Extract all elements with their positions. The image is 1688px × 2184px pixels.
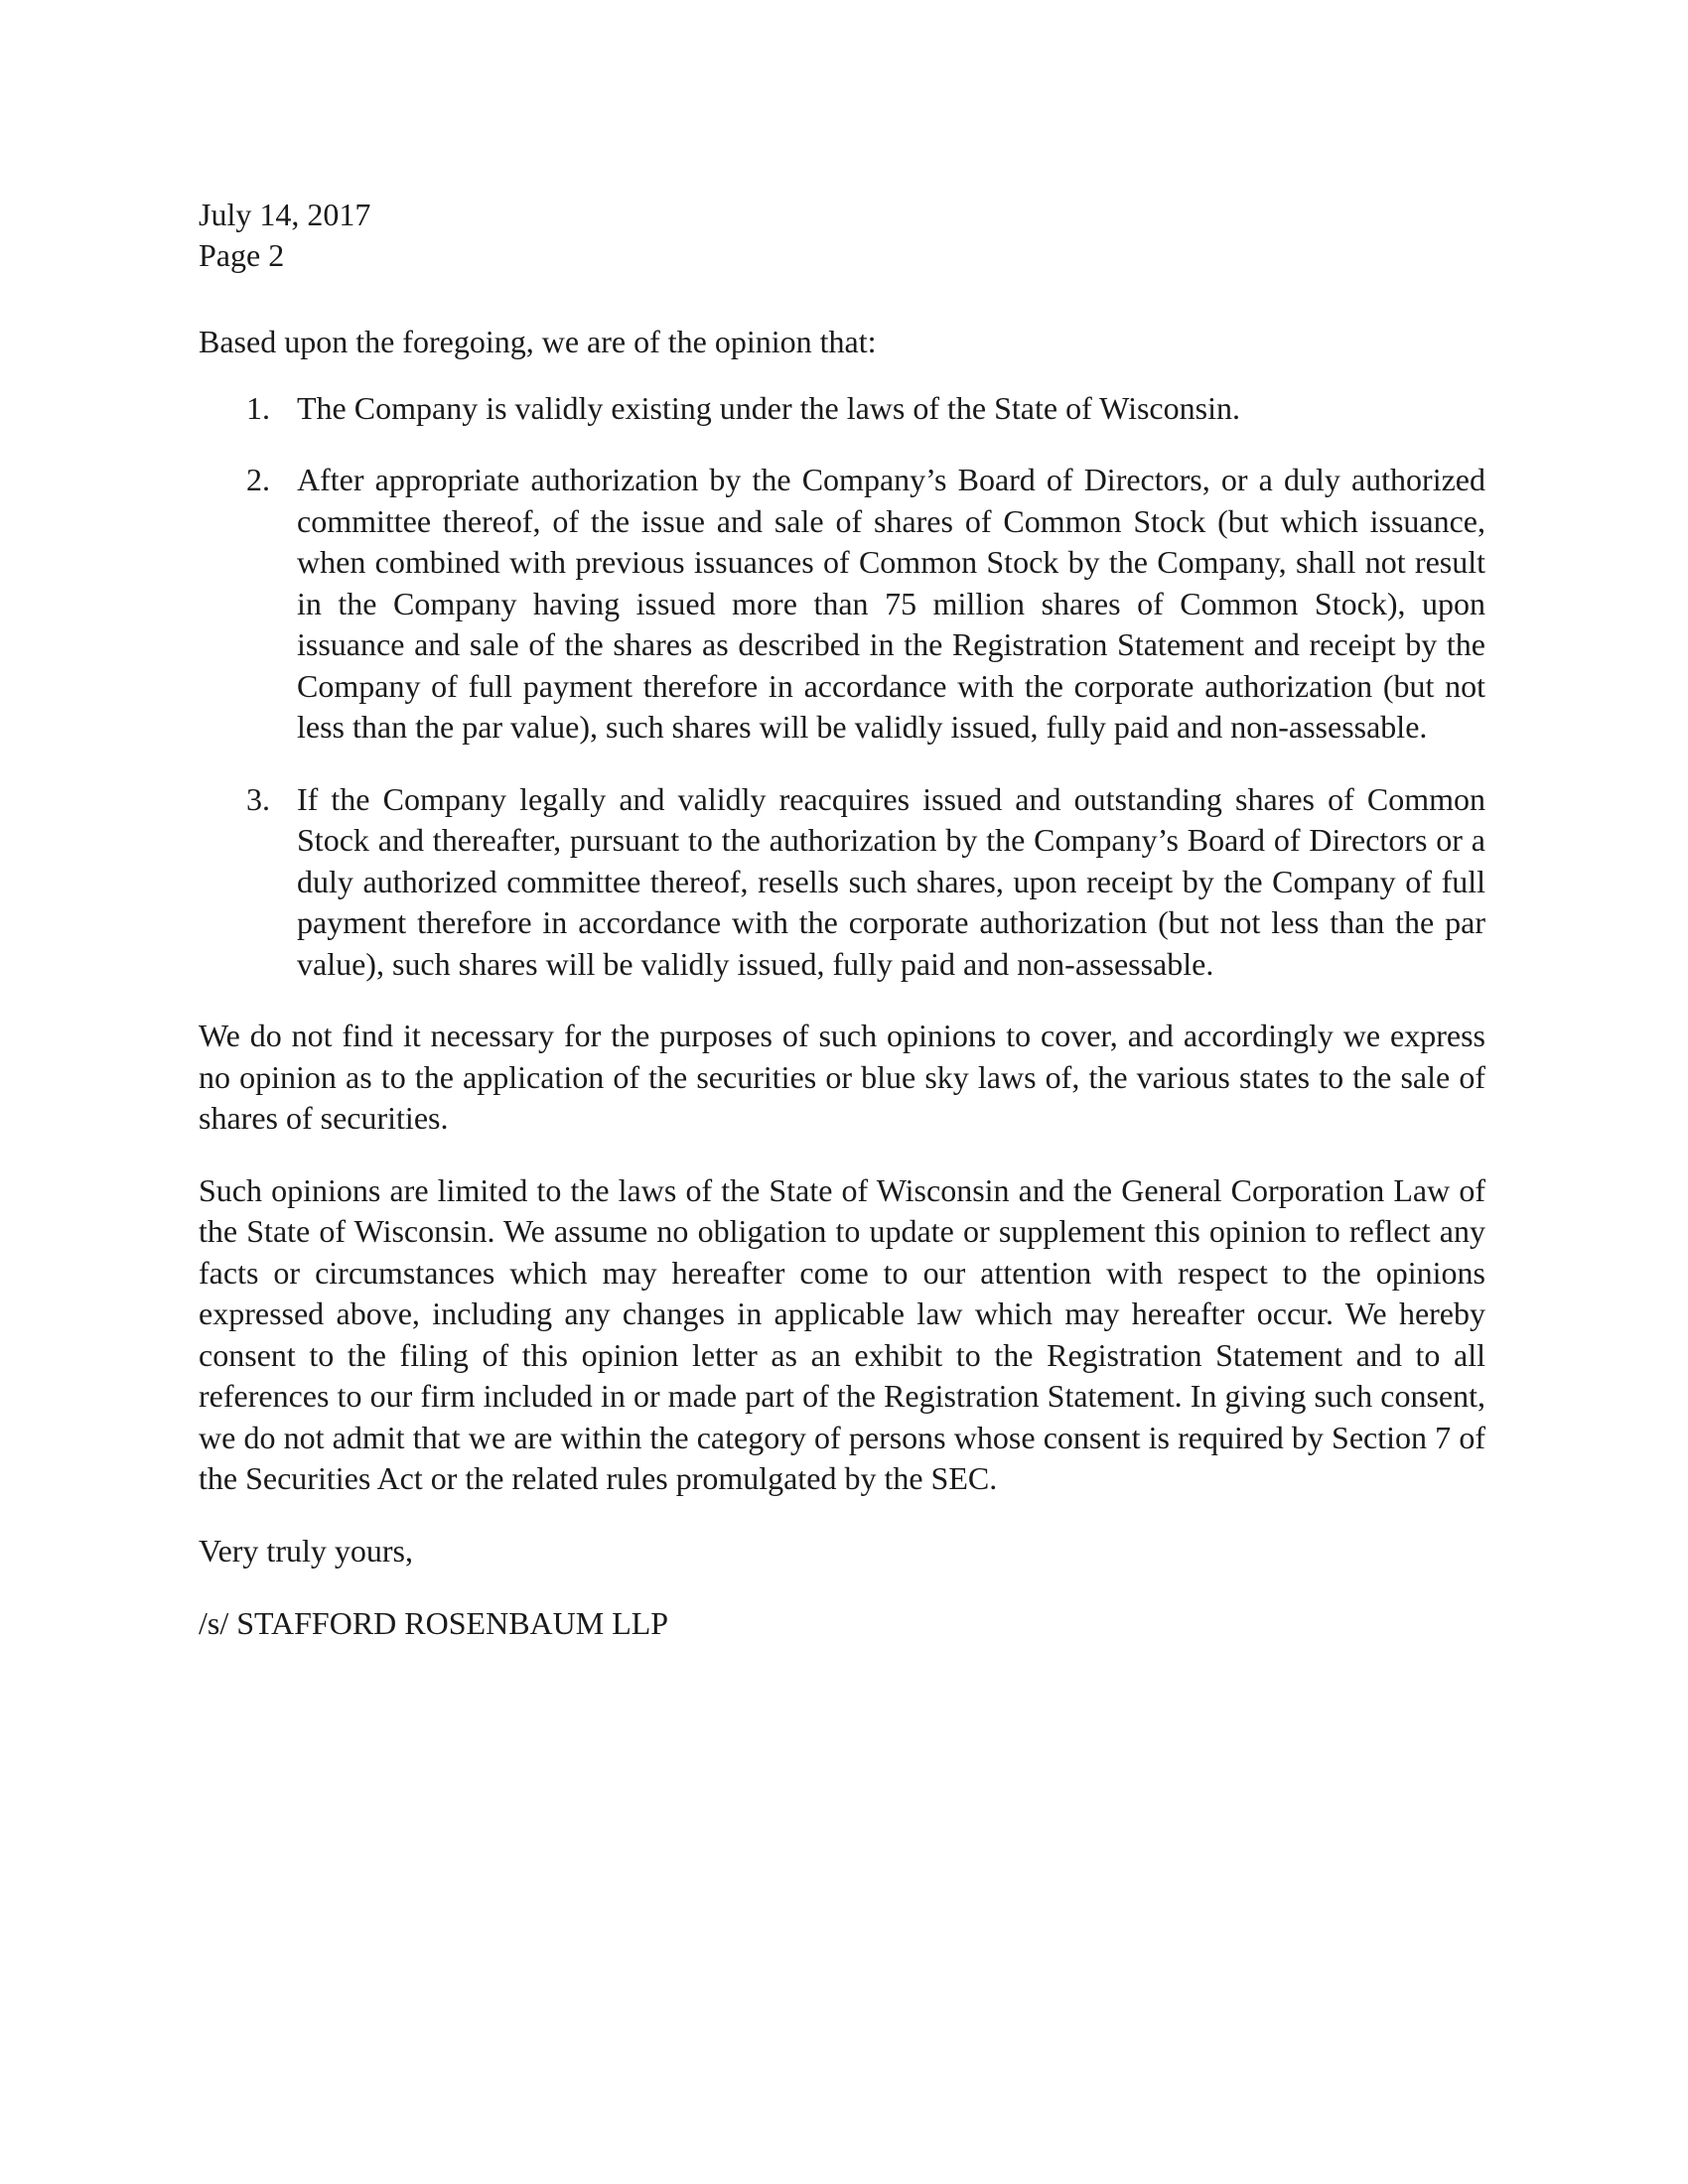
opinion-number: 1. [246,389,270,426]
opinion-item [199,779,1485,986]
paragraph-no-opinion: We do not find it necessary for the purposes of such opinions to cover, and accordingly we express no opinion as to the application of the securities or blue sky laws of, the various states to the sale of shares of securities. [199,1018,1485,1136]
letter-date: July 14, 2017 [199,197,371,232]
opinion-text: The Company is validly existing under the laws of the State of Wisconsin. [297,389,1240,426]
opinion-text: After appropriate authorization by the Company’s Board of Directors, or a duly authorized committee thereof, of the issue and sale of shares of Common Stock (but which issuance, when combined with previous issuances of Common Stock by the Company, shall not result in the Company having issued more than 75 million shares of Common Stock), upon issuance and sale of the shares as described in the Registration Statement and receipt by the Company of full payment therefore in accordance with the corporate authorization (but not less than the par value), such shares will be validly issued, fully paid and non-assessable. [297,462,1485,745]
signature-line: /s/ STAFFORD ROSENBAUM LLP [199,1605,669,1641]
page-number: Page 2 [199,237,285,273]
opinion-item [199,460,1485,749]
letter-page [199,195,1485,1677]
opinion-number: 2. [246,462,270,497]
paragraph-limitations: Such opinions are limited to the laws of the State of Wisconsin and the General Corporation Law of the State of Wisconsin. We assume no obligation to update or supplement this opinion to reflect any facts or circumstances which may hereafter come to our attention with respect to the opinions expressed above, including any changes in applicable law which may hereafter occur. We hereby consent to the filing of this opinion letter as an exhibit to the Registration Statement and to all references to our firm included in or made part of the Registration Statement. In giving such consent, we do not admit that we are within the category of persons whose consent is required by Section 7 of the Securities Act or the related rules promulgated by the SEC. [199,1171,1485,1496]
opinion-item [199,388,1485,430]
opinions-list [199,388,1485,986]
opinion-number: 3. [246,780,270,817]
closing-salutation: Very truly yours, [199,1532,413,1569]
opinion-text: If the Company legally and validly reacquires issued and outstanding shares of Common Stock and thereafter, pursuant to the authorization by the Company’s Board of Directors or a duly authorized committee thereof, resells such shares, upon receipt by the Company of full payment therefore in accordance with the corporate authorization (but not less than the par value), such shares will be validly issued, fully paid and non-assessable. [297,780,1485,982]
opinion-intro: Based upon the foregoing, we are of the opinion that: [199,324,877,359]
